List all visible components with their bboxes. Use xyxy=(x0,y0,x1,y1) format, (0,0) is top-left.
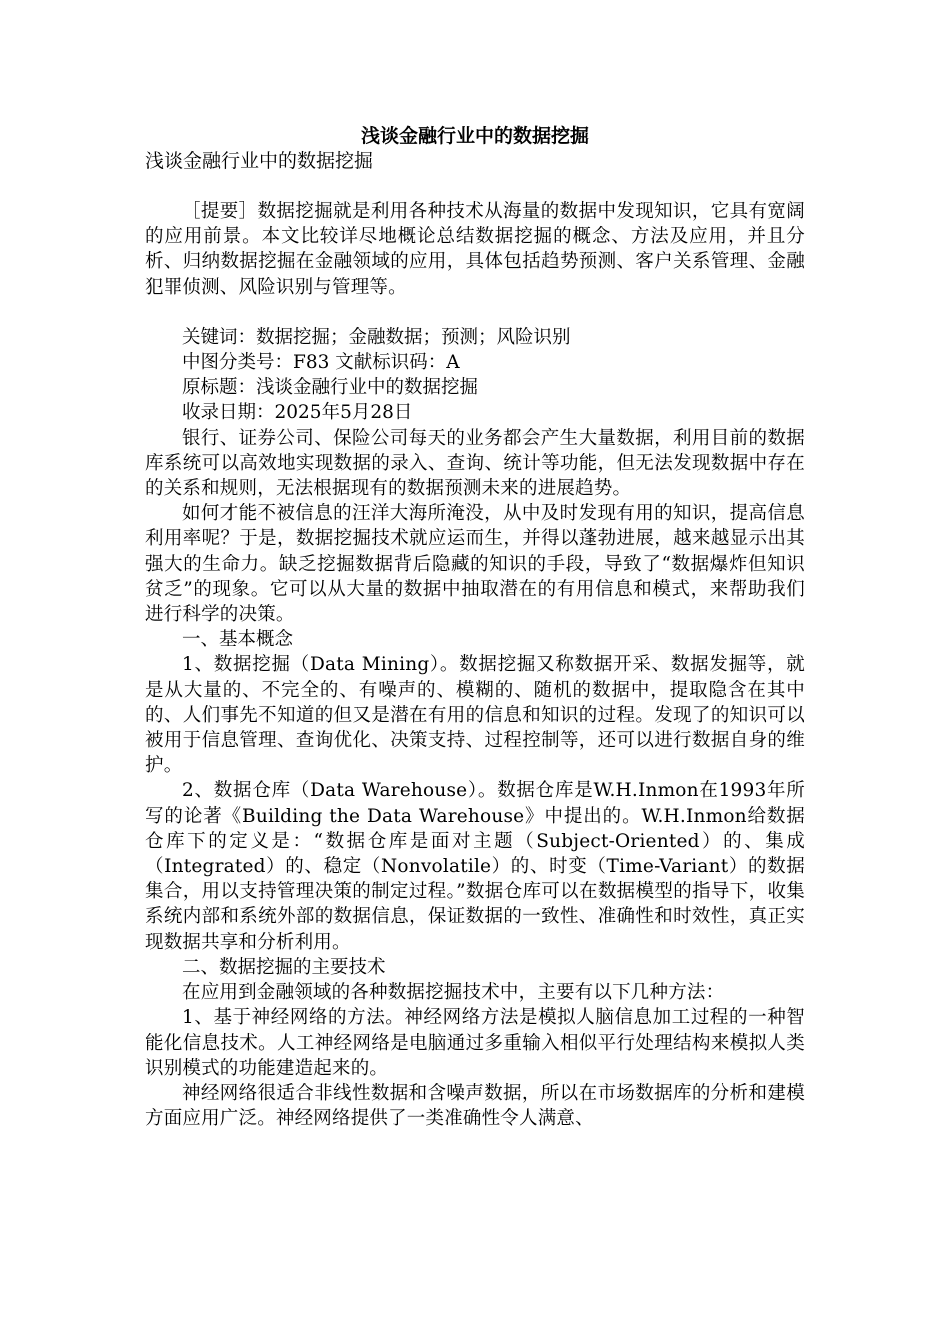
section-heading: 一、基本概念 xyxy=(182,629,294,651)
blank-line xyxy=(145,174,805,199)
blank-line xyxy=(145,300,805,325)
original-title-line: 原标题：浅谈金融行业中的数据挖掘 xyxy=(182,377,479,399)
document-subtitle: 浅谈金融行业中的数据挖掘 xyxy=(145,150,374,172)
body-paragraph: 在应用到金融领域的各种数据挖掘技术中，主要有以下几种方法： xyxy=(182,982,725,1004)
abstract-paragraph: ［提要］数据挖掘就是利用各种技术从海量的数据中发现知识，它具有宽阔的应用前景。本文比较详尽地概论总结数据挖掘的概念、方法及应用，并且分析、归纳数据挖掘在金融领域的应用，具体包括趋势预测、客户关系管理、金融犯罪侦测、风险识别与管理等。 xyxy=(145,201,805,298)
document-page xyxy=(145,124,805,1131)
keywords-line: 关键词：数据挖掘；金融数据；预测；风险识别 xyxy=(182,326,571,348)
section-heading: 二、数据挖掘的主要技术 xyxy=(182,956,386,978)
classification-line: 中图分类号：F83 文献标识码：A xyxy=(182,352,460,374)
document-title: 浅谈金融行业中的数据挖掘 xyxy=(360,125,589,147)
body-paragraph: 1、数据挖掘（Data Mining）。数据挖掘又称数据开采、数据发掘等，就是从大量的、不完全的、有噪声的、模糊的、随机的数据中，提取隐含在其中的、人们事先不知道的但又是潜在有用的信息和知识的过程。发现了的知识可以被用于信息管理、查询优化、决策支持、过程控制等，还可以进行数据自身的维护。 xyxy=(145,654,805,777)
body-paragraph: 2、数据仓库（Data Warehouse）。数据仓库是W.H.Inmon在1993年所写的论著《Building the Data Warehouse》中提出的。W.H.Inmon给数据仓库下的定义是：“数据仓库是面对主题（Subject-Oriented）的、集成（Integrated）的、稳定（Nonvolatile）的、时变（Time-Variant）的数据集合，用以支持管理决策的制定过程。”数据仓库可以在数据模型的指导下，收集系统内部和系统外部的数据信息，保证数据的一致性、准确性和时效性，真正实现数据共享和分析利用。 xyxy=(145,780,805,953)
received-date-line: 收录日期：2025年5月28日 xyxy=(182,402,413,424)
body-paragraph: 神经网络很适合非线性数据和含噪声数据，所以在市场数据库的分析和建模方面应用广泛。神经网络提供了一类准确性令人满意、 xyxy=(145,1082,805,1130)
body-paragraph: 银行、证券公司、保险公司每天的业务都会产生大量数据，利用目前的数据库系统可以高效地实现数据的录入、查询、统计等功能，但无法发现数据中存在的关系和规则，无法根据现有的数据预测未来的进展趋势。 xyxy=(145,427,805,500)
body-paragraph: 如何才能不被信息的汪洋大海所淹没，从中及时发现有用的知识，提高信息利用率呢？于是，数据挖掘技术就应运而生，并得以蓬勃进展，越来越显示出其强大的生命力。缺乏挖掘数据背后隐藏的知识的手段，导致了“数据爆炸但知识贫乏”的现象。它可以从大量的数据中抽取潜在的有用信息和模式，来帮助我们进行科学的决策。 xyxy=(145,503,805,626)
body-paragraph: 1、基于神经网络的方法。神经网络方法是模拟人脑信息加工过程的一种智能化信息技术。人工神经网络是电脑通过多重输入相似平行处理结构来模拟人类识别模式的功能建造起来的。 xyxy=(145,1007,805,1079)
